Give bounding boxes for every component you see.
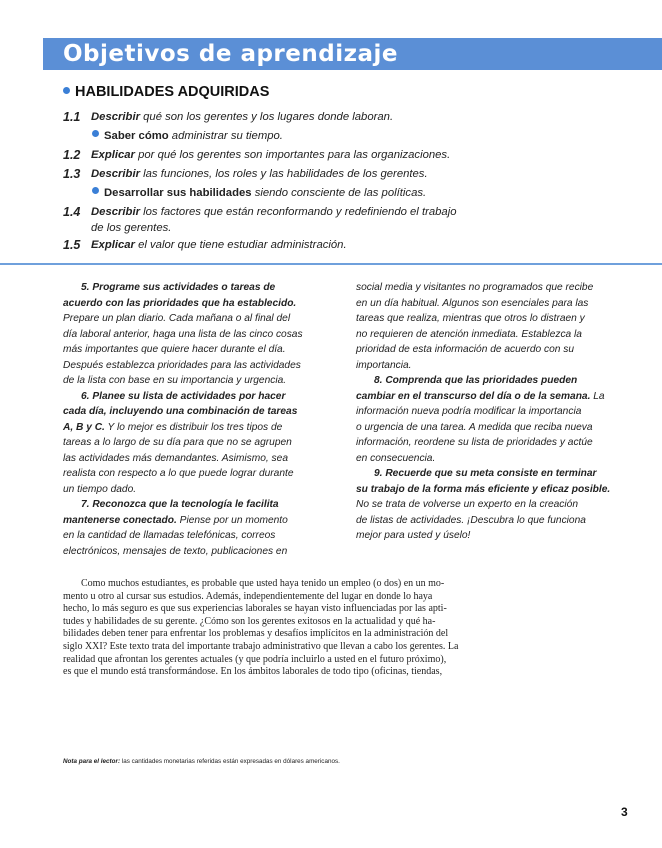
tip-line: [356, 420, 646, 436]
tip-line: [356, 451, 646, 467]
tip-heading: su trabajo de la forma más eficiente y eficaz posible.: [356, 483, 611, 495]
tip-heading: A, B y C.: [63, 421, 105, 433]
body-line: Como muchos estudiantes, es probable que usted haya tenido un empleo (o dos) en un mo-: [81, 578, 445, 589]
objective-number: 1.4: [63, 205, 81, 219]
bullet-icon: [92, 187, 99, 194]
body-line: realidad que afrontan los gerentes actuales (y que podría incluirlo a usted en el futuro próximo),: [63, 653, 447, 665]
tip-text: más importantes que quiere hacer durante el día.: [63, 344, 286, 355]
tip-heading: 8. Comprenda que las prioridades pueden: [374, 375, 578, 386]
tip-line: [63, 389, 353, 405]
tip-line: [63, 544, 353, 560]
tip-text: en la cantidad de llamadas telefónicas, correos: [63, 530, 276, 541]
tip-text: tareas que realiza, mientras que otros lo distraen y: [356, 313, 585, 324]
body-paragraph: [63, 578, 463, 679]
tip-text: un tiempo dado.: [63, 483, 137, 495]
page-number: 3: [621, 805, 628, 819]
objective-verb: Explicar: [91, 149, 135, 161]
objective-body: [91, 237, 347, 253]
tip-text: No se trata de volverse un experto en la creación: [356, 499, 578, 510]
objective-number: 1.5: [63, 238, 81, 252]
tip-line: [356, 435, 646, 451]
tip-text: día laboral anterior, haga una lista de las cinco cosas: [63, 328, 303, 340]
tip-heading: 9. Recuerde que su meta consiste en terminar: [374, 468, 597, 479]
bullet-icon: [92, 130, 99, 137]
tip-line: [356, 513, 646, 529]
objective-text: el valor que tiene estudiar administración.: [134, 239, 347, 251]
tip-text: de la lista con base en su importancia y urgencia.: [63, 375, 287, 386]
section-heading: HABILIDADES ADQUIRIDAS: [63, 84, 269, 100]
tips-column-left: [63, 280, 353, 559]
bullet-icon: [63, 87, 70, 94]
tip-line: [356, 482, 646, 498]
objective-verb: Describir: [91, 111, 140, 123]
objective-number: 1.1: [63, 110, 81, 124]
tip-heading: mantenerse conectado.: [63, 514, 177, 526]
body-line: tudes y habilidades de su gerente. ¿Cómo son los gerentes exitosos en la actualidad y qué ha-: [63, 615, 436, 627]
tip-text: información nueva podría modificar la importancia: [356, 406, 582, 417]
tip-text: Y lo mejor es distribuir los tres tipos de: [104, 421, 283, 433]
tip-text: tareas a lo largo de su día para que no se agrupen: [63, 437, 292, 448]
tip-line: [356, 528, 646, 544]
tip-line: [63, 513, 353, 529]
tip-line: [63, 482, 353, 498]
tip-text: en consecuencia.: [356, 452, 436, 464]
objective-subitem: [92, 185, 426, 201]
tip-text: Piense por un momento: [176, 514, 288, 526]
objective-text: las funciones, los roles y las habilidades de los gerentes.: [139, 168, 428, 180]
objective-body: [91, 166, 428, 182]
tip-line: [63, 280, 353, 296]
objective-number: 1.2: [63, 148, 81, 162]
tip-line: [63, 497, 353, 513]
tip-heading: cambiar en el transcurso del día o de la semana.: [356, 390, 591, 402]
tip-text: información, reordene su lista de prioridades y actúe: [356, 437, 593, 448]
tip-line: [63, 528, 353, 544]
objective-skill: Desarrollar sus habilidades: [104, 187, 252, 199]
body-line: es que el mundo está transformándose. En los ámbitos laborales de todo tipo (oficinas, tiendas,: [63, 666, 443, 678]
section-divider: [0, 263, 662, 265]
tip-line: [356, 311, 646, 327]
tip-line: [63, 327, 353, 343]
tip-line: [63, 420, 353, 436]
tip-line: [356, 404, 646, 420]
tip-text: prioridad de esta información de acuerdo con su: [356, 344, 575, 355]
tip-text: Después establezca prioridades para las actividades: [63, 359, 301, 371]
objective-text: por qué los gerentes son importantes para las organizaciones.: [134, 149, 451, 161]
tip-text: las actividades más demandantes. Asimismo, sea: [63, 452, 288, 464]
tip-line: [63, 466, 353, 482]
objective-skill: Saber cómo: [104, 130, 169, 142]
tip-heading: 7. Reconozca que la tecnología le facilita: [81, 499, 279, 510]
tip-text: social media y visitantes no programados que recibe: [356, 282, 594, 293]
tip-line: [63, 404, 353, 420]
objective-text-line2: de los gerentes.: [91, 222, 172, 234]
tip-heading: 6. Planee su lista de actividades por hacer: [81, 390, 286, 402]
chapter-banner: [43, 38, 662, 70]
tip-line: [63, 451, 353, 467]
objective-verb: Describir: [91, 206, 140, 218]
tip-text: electrónicos, mensajes de texto, publicaciones en: [63, 545, 288, 557]
objective-body: [91, 147, 450, 163]
tip-text: no requieren de atención inmediata. Establezca la: [356, 328, 582, 340]
objective-body: [91, 204, 457, 236]
page-title: Objetivos de aprendizaje: [63, 41, 398, 67]
tip-line: [63, 358, 353, 374]
tips-column-right: [356, 280, 646, 544]
tip-heading: acuerdo con las prioridades que ha establecido.: [63, 297, 297, 309]
objective-verb: Describir: [91, 168, 140, 180]
tip-line: [356, 389, 646, 405]
tip-heading: 5. Programe sus actividades o tareas de: [81, 282, 276, 293]
tip-text: La: [590, 390, 605, 402]
objective-text: qué son los gerentes y los lugares donde laboran.: [139, 111, 394, 123]
objective-subitem: [92, 128, 283, 144]
body-line: siglo XXI? Este texto trata del importante trabajo administrativo que llevan a cabo los gerentes. La: [63, 640, 459, 652]
tip-text: importancia.: [356, 359, 412, 371]
objective-text: siendo consciente de las políticas.: [251, 187, 427, 199]
body-line: mento u otro al cursar sus estudios. Además, independientemente del lugar en donde lo haya: [63, 590, 433, 602]
tip-text: de listas de actividades. ¡Descubra lo que funciona: [356, 514, 586, 526]
tip-text: o urgencia de una tarea. A medida que reciba nueva: [356, 421, 593, 433]
objective-verb: Explicar: [91, 239, 135, 251]
footnote: Nota para el lector: las cantidades monetarias referidas están expresadas en dólares americanos.: [63, 758, 340, 765]
tip-line: [356, 327, 646, 343]
tip-line: [63, 342, 353, 358]
body-line: hecho, lo más seguro es que sus experiencias laborales se hayan visto influenciadas por las apti-: [63, 603, 447, 615]
tip-heading: cada día, incluyendo una combinación de tareas: [63, 406, 298, 417]
tip-line: [63, 296, 353, 312]
tip-text: realista con respecto a lo que puede lograr durante: [63, 468, 294, 479]
tip-text: en un día habitual. Algunos son esenciales para las: [356, 297, 589, 309]
body-line: bilidades deben tener para enfrentar los problemas y desafíos implícitos en la administración del: [63, 628, 449, 640]
tip-text: mejor para usted y úselo!: [356, 530, 471, 541]
tip-text: Prepare un plan diario. Cada mañana o al final del: [63, 313, 291, 324]
tip-line: [63, 311, 353, 327]
objective-body: [91, 109, 393, 125]
objective-text: administrar su tiempo.: [168, 130, 283, 142]
tip-line: [356, 466, 646, 482]
tip-line: [356, 497, 646, 513]
tip-line: [356, 373, 646, 389]
tip-line: [356, 342, 646, 358]
tip-line: [63, 435, 353, 451]
tip-line: [356, 358, 646, 374]
tip-line: [356, 280, 646, 296]
objective-number: 1.3: [63, 167, 81, 181]
objective-text: los factores que están reconformando y redefiniendo el trabajo: [139, 206, 457, 218]
tip-line: [63, 373, 353, 389]
tip-line: [356, 296, 646, 312]
